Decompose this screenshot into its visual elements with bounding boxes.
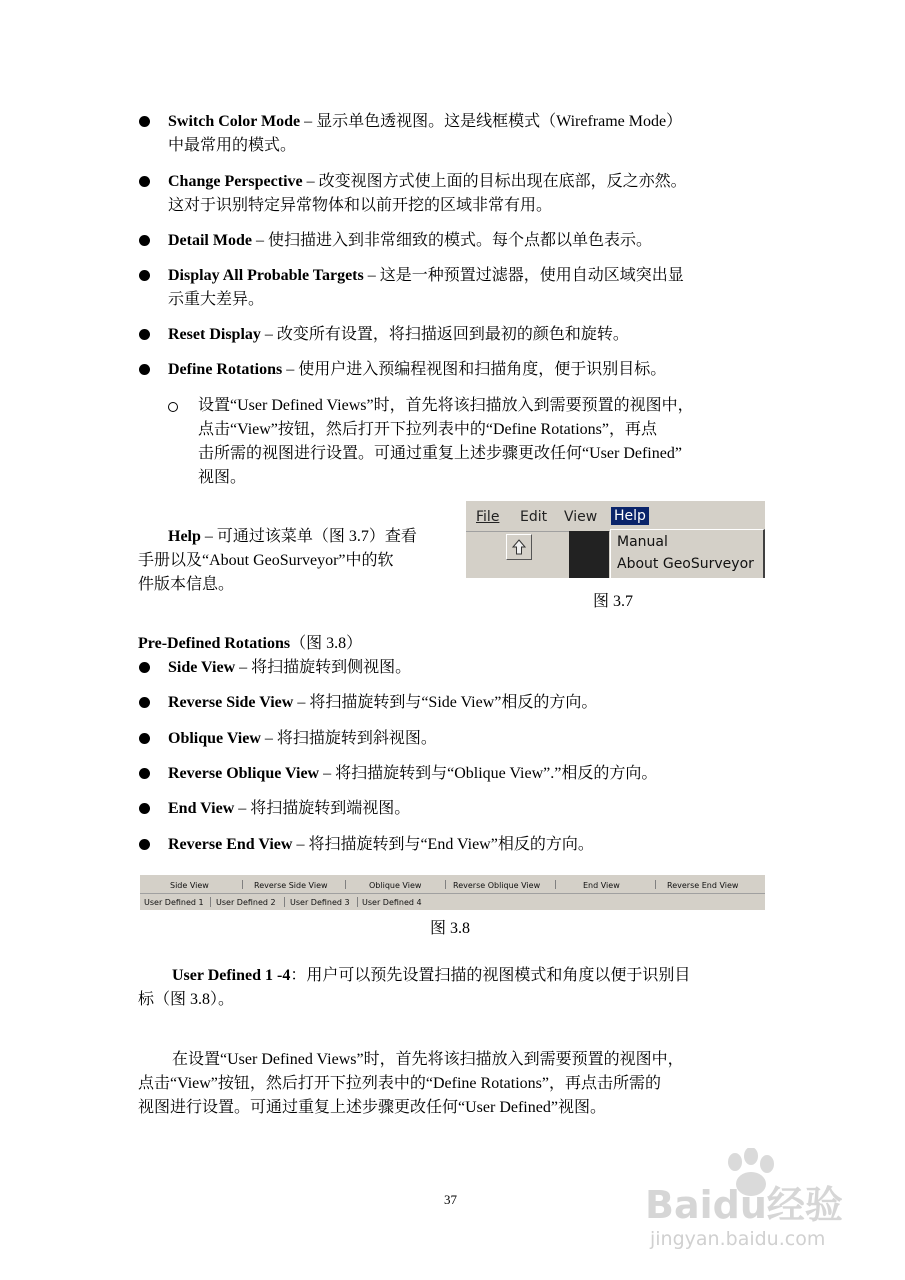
predef-title: Pre-Defined Rotations	[138, 635, 291, 652]
watermark-brand: Baidu经验	[645, 1183, 843, 1227]
bullet-item-line2: 中最常用的模式。	[168, 137, 297, 154]
help-paragraph-line3: 件版本信息。	[138, 576, 235, 593]
figure-caption-3-8: 图 3.8	[430, 920, 471, 937]
bullet-item-detail-mode	[168, 229, 652, 253]
text: – 将扫描旋转到与“End View”相反的方向。	[292, 836, 594, 853]
help-paragraph-line2: 手册以及“About GeoSurveyor”中的软	[138, 552, 394, 569]
term: Reverse Oblique View	[168, 765, 320, 782]
dropdown-about[interactable]: About GeoSurveyor	[617, 556, 754, 572]
tb-user-defined-1[interactable]: User Defined 1	[144, 898, 204, 907]
watermark-url: jingyan.baidu.com	[650, 1228, 826, 1250]
sub-bullet-ring	[168, 402, 178, 412]
user-defined-term: User Defined 1 -4	[172, 967, 291, 984]
bullet-item-define-rotations	[168, 358, 666, 382]
tb-reverse-oblique-view[interactable]: Reverse Oblique View	[453, 881, 541, 890]
bullet-dot	[139, 662, 150, 673]
toolbar-row-user-defined	[140, 894, 765, 910]
tb-user-defined-4[interactable]: User Defined 4	[362, 898, 422, 907]
bullet-dot	[139, 116, 150, 127]
text: – 将扫描旋转到斜视图。	[260, 730, 437, 747]
tb-reverse-end-view[interactable]: Reverse End View	[667, 881, 739, 890]
text: – 将扫描旋转到侧视图。	[235, 659, 412, 676]
separator	[445, 880, 446, 889]
bullet-dot	[139, 803, 150, 814]
user-defined-paragraph-line1	[172, 964, 690, 988]
help-dropdown	[610, 529, 765, 578]
final-paragraph-line3: 视图进行设置。可通过重复上述步骤更改任何“User Defined”视图。	[138, 1099, 606, 1116]
separator	[357, 897, 358, 907]
text: – 将扫描旋转到端视图。	[234, 800, 411, 817]
term: Define Rotations	[168, 361, 283, 378]
bullet-item-side-view	[168, 656, 411, 680]
separator	[345, 880, 346, 889]
sep: –	[282, 361, 299, 378]
bullet-item-line2: 示重大差异。	[168, 291, 265, 308]
sub-bullet-line: 视图。	[198, 469, 247, 486]
tb-oblique-view[interactable]: Oblique View	[369, 881, 422, 890]
separator	[655, 880, 656, 889]
sep: –	[251, 232, 268, 249]
text: 这是一种预置过滤器，使用自动区域突出显	[379, 267, 684, 284]
bullet-item-oblique-view	[168, 727, 437, 751]
tb-reverse-side-view[interactable]: Reverse Side View	[254, 881, 328, 890]
bullet-item-end-view	[168, 797, 410, 821]
bullet-dot	[139, 176, 150, 187]
toolbar-dark-area	[569, 531, 609, 578]
term: Oblique View	[168, 730, 261, 747]
user-defined-paragraph-line2: 标（图 3.8）。	[138, 991, 235, 1008]
menu-help[interactable]: Help	[611, 507, 649, 525]
sub-bullet-line: 设置“User Defined Views”时，首先将该扫描放入到需要预置的视图中，	[198, 397, 694, 414]
text: 显示单色透视图。这是线框模式（Wireframe Mode）	[316, 113, 683, 130]
term: Switch Color Mode	[168, 113, 301, 130]
final-paragraph-line1: 在设置“User Defined Views”时，首先将该扫描放入到需要预置的视图中，	[172, 1051, 684, 1068]
dropdown-manual[interactable]: Manual	[617, 534, 668, 550]
bullet-dot	[139, 364, 150, 375]
term: End View	[168, 800, 235, 817]
baidu-watermark	[630, 1148, 890, 1258]
up-arrow-icon	[507, 535, 531, 559]
bullet-dot	[139, 235, 150, 246]
figure-caption-3-7: 图 3.7	[593, 593, 634, 610]
bullet-item-display-all-probable-targets	[168, 264, 684, 288]
page-number: 37	[444, 1192, 457, 1207]
help-term: Help	[168, 528, 201, 545]
term: Side View	[168, 659, 236, 676]
term: Detail Mode	[168, 232, 252, 249]
bullet-dot	[139, 733, 150, 744]
bullet-item-reverse-end-view	[168, 833, 594, 857]
bullet-dot	[139, 329, 150, 340]
bullet-dot	[139, 768, 150, 779]
menu-file[interactable]: File	[476, 509, 500, 525]
bullet-dot	[139, 697, 150, 708]
menu-view[interactable]: View	[564, 509, 598, 525]
predef-suffix: （图 3.8）	[290, 635, 363, 652]
tb-user-defined-2[interactable]: User Defined 2	[216, 898, 276, 907]
tb-end-view[interactable]: End View	[583, 881, 620, 890]
text: 改变视图方式使上面的目标出现在底部，反之亦然。	[318, 173, 687, 190]
separator	[210, 897, 211, 907]
bullet-item-line2: 这对于识别特定异常物体和以前开挖的区域非常有用。	[168, 197, 553, 214]
sep: –	[302, 173, 319, 190]
bullet-item-reset-display	[168, 323, 629, 347]
term: Display All Probable Targets	[168, 267, 364, 284]
separator	[242, 880, 243, 889]
sub-bullet-line: 点击“View”按钮，然后打开下拉列表中的“Define Rotations”，再点	[198, 421, 657, 438]
sub-bullet-line: 击所需的视图进行设置。可通过重复上述步骤更改任何“User Defined”	[198, 445, 682, 462]
up-arrow-button[interactable]	[506, 534, 532, 560]
term: Change Perspective	[168, 173, 303, 190]
bullet-dot	[139, 839, 150, 850]
help-text: – 可通过该菜单（图 3.7）查看	[200, 528, 417, 545]
final-paragraph-line2: 点击“View”按钮，然后打开下拉列表中的“Define Rotations”，再点击所需的	[138, 1075, 661, 1092]
menu-bar	[466, 501, 765, 532]
help-paragraph-line1	[168, 525, 417, 549]
help-menu-screenshot	[466, 501, 765, 578]
separator	[555, 880, 556, 889]
text: 使用户进入预编程视图和扫描角度，便于识别目标。	[298, 361, 667, 378]
term: Reverse End View	[168, 836, 293, 853]
user-defined-text: ：用户可以预先设置扫描的视图模式和角度以便于识别目	[290, 967, 691, 984]
text: 改变所有设置，将扫描返回到最初的颜色和旋转。	[276, 326, 629, 343]
text: – 将扫描旋转到与“Side View”相反的方向。	[293, 694, 598, 711]
tb-side-view[interactable]: Side View	[170, 881, 209, 890]
rotations-toolbar-screenshot	[140, 875, 765, 910]
predefined-rotations-heading	[138, 632, 362, 656]
bullet-item-change-perspective	[168, 170, 687, 194]
bullet-item-reverse-side-view	[168, 691, 597, 715]
bullet-dot	[139, 270, 150, 281]
term: Reverse Side View	[168, 694, 294, 711]
sep: –	[300, 113, 317, 130]
text: – 将扫描旋转到与“Oblique View”.”相反的方向。	[319, 765, 658, 782]
separator	[284, 897, 285, 907]
term: Reset Display	[168, 326, 261, 343]
text: 使扫描进入到非常细致的模式。每个点都以单色表示。	[267, 232, 652, 249]
tb-user-defined-3[interactable]: User Defined 3	[290, 898, 350, 907]
sep: –	[260, 326, 277, 343]
bullet-item-reverse-oblique-view	[168, 762, 657, 786]
bullet-item-switch-color-mode	[168, 110, 682, 134]
toolbar-row-predefined	[140, 876, 765, 894]
menu-edit[interactable]: Edit	[520, 509, 548, 525]
sep: –	[363, 267, 380, 284]
